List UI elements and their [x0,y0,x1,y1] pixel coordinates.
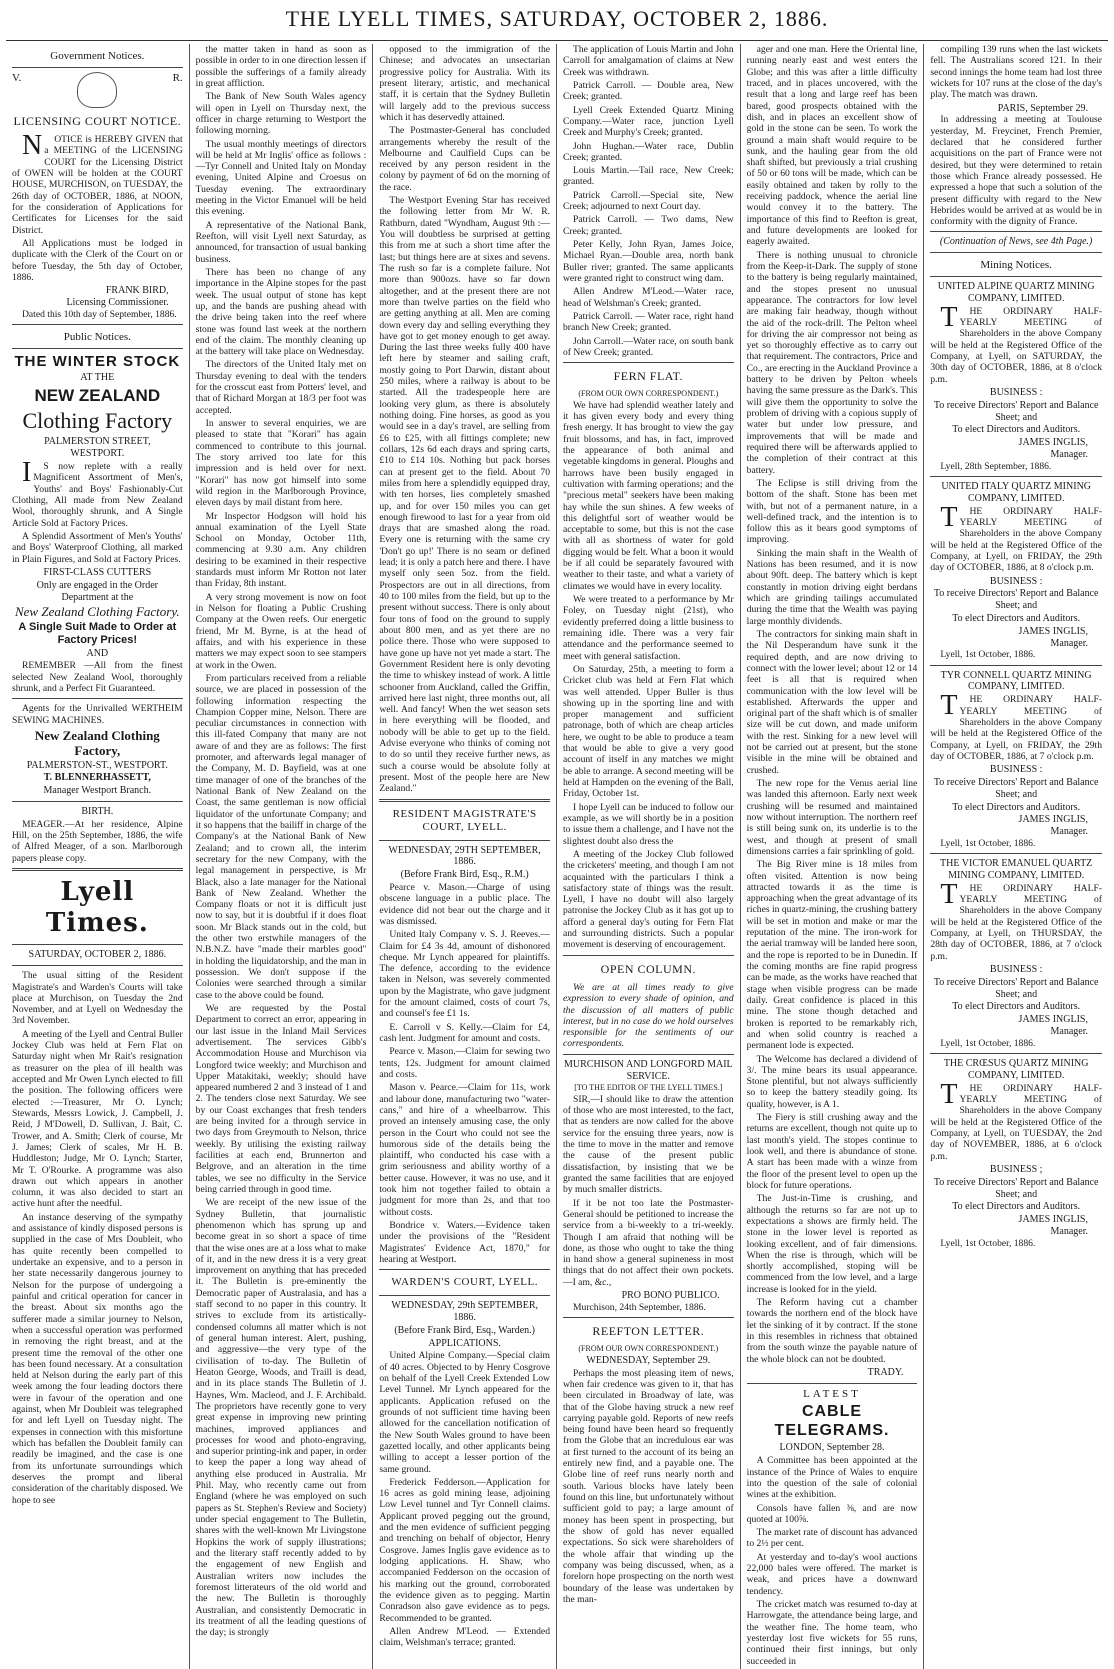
court-case: Bondrice v. Waters.—Evidence taken under the provisions of the "Resident Magistrates' Evidence Act, 1870," for hearing at Westport. [379,1220,550,1265]
dropcap-i: I [22,457,32,489]
notice-business-item: To elect Directors and Auditors. [952,1001,1081,1013]
court-application: Patrick Carroll. — Water race, right hand branch New Creek; granted. [563,310,734,334]
notice-business-item: To elect Directors and Auditors. [952,612,1081,624]
notice-signature: JAMES INGLIS, [1018,625,1088,637]
notice-body-text: HE ORDINARY HALF-YEARLY MEETING of Shareholders in the above Company will be held at the Registered Office of the Company, at Lyell, on FRIDAY, the 29th day of OCTOBER, 1886, at 8 o'clock p.m. [930,505,1102,574]
article-paragraph: opposed to the immigration of the Chinese; and advocates an unsectarian progressive policy for Australia. With its present literary, artistic, and mechanical staff, it is certain that the Sydney Bulletin will largely add to the previous success which it has deservedly attained. [379,44,550,123]
divider [563,362,734,363]
licensing-role: Licensing Commissioner. [66,296,169,308]
newspaper-page [6,44,1108,1667]
ad-and: AND [86,647,109,659]
ad-body [12,457,183,529]
article-paragraph: There is nothing unusual to chronicle from the Keep-it-Dark. The supply of stone to the battery is being regularly maintained, and the stopes present no unusual appearance. The contractors for low level are making fair headway, though without the aid of the rock-drill. The Pelton wheel for driving the air compressor not being as yet so thoroughly effective as to carry out that requirement. The contractors, Price and Co., are erecting in the Auckland Province a battery to be driven by Pelton wheels having the same pressure as the Dark's. This will give them the opportunity to solve the problem of driving with a copious supply of water but under low pressure, and improvements that will be made and required there will be afterwards applied to the completion of their contract at this battery. [746,249,918,476]
article-signature: TRADY. [867,1366,904,1378]
notice-body [930,301,1102,385]
notice-title: UNITED ITALY QUARTZ MINING COMPANY, LIMITED. [941,481,1092,504]
notice-signature: JAMES INGLIS, [1018,1214,1088,1226]
article-paragraph: The directors of the United Italy met on Thursday evening to deal with the tenders for the crosscut east from Potters' level, and that of Richard Morgan at 18/3 per foot was accepted. [195,359,367,416]
paper-title: Lyell Times. [45,877,149,938]
cable-telegrams-heading: CABLE TELEGRAMS. [774,1402,890,1439]
wardens-court-title: WARDEN'S COURT, LYELL. [391,1276,538,1289]
ad-agents: Agents for the Unrivalled WERTHEIM SEWING MACHINES. [12,703,183,726]
cable-item: The market rate of discount has advanced to 2½ per cent. [746,1527,918,1550]
notice-business: BUSINESS ; [989,1163,1043,1175]
cable-dateline: LONDON, September 28. [779,1442,885,1454]
dropcap-t: T [940,301,958,333]
divider [930,853,1102,854]
divider [12,67,183,68]
government-notices-heading: Government Notices. [50,50,145,62]
divider [930,276,1102,277]
article-paragraph: Sinking the main shaft in the Wealth of Nations has been resumed, and it is now about 90ft. deep. The battery which is kept constantly in motion driving eight berdans which are grinding tailings accumulated during the time that the Wealth was paying large monthly dividends. [746,547,918,627]
notice-business-item: To receive Directors' Report and Balance Sheet; and [933,1176,1099,1200]
article-paragraph: An instance deserving of the sympathy and assistance of kindly disposed persons is supplied in the case of Mrs Doubleit, who has quite recently been compelled to undertake an expensive, and to a person in her state necessarily dangerous journey to Nelson for the purpose of undergoing a painful and critical operation for cancer in the breast. About six months ago the sufferer made a similar journey to Nelson, when a successful operation was performed in removing the right breast, and at the present time the removal of the other one has been found necessary. At a consultation held at Nelson during the early part of this week among the four leading doctors there were in favour of the operation and one against, when Mr Doubleit was telegraphed for and left Lyell on Tuesday night. The expenses in connection with this misfortune which has befallen the Doubleit family can readily be imagined, and the case is one from its unfortunate surroundings which deserves the prompt and liberal consideration of the charitably disposed. We hope to see [12,1211,183,1506]
article-paragraph: A representative of the National Bank, Reefton, will visit Lyell next Saturday, as announced, for transaction of usual banking business. [195,219,367,265]
divider [563,955,734,956]
divider [379,1295,550,1296]
ad-winter-stock: THE WINTER STOCK [14,353,181,371]
cable-dateline: PARIS, September 29. [997,102,1088,114]
dropcap-n: N [22,130,43,162]
court-application: Frederick Fedderson.—Application for 16 acres as gold mining lease, adjoining Low Level tunnel and Tyr Connell claims. Applicant proved pegging out the ground, and the men evidence of sufficient pegging and trenching on behalf of objector, Henry Cosgrove. James Inglis gave evidence as to lodging applications. H. Shaw, who accompanied Fedderson on the occasion of his marking out the ground, corroborated the evidence given as to pegging. Martin Conradson also gave evidence as to pegs. Recommended to be granted. [379,1476,550,1624]
court-application: Patrick Carroll. — Double area, New Creek; granted. [563,79,734,103]
divider [563,1317,734,1318]
ad-town: WESTPORT. [70,448,125,460]
ad-body-text: S now replete with a really Magnificent Assortment of Men's, Youths' and Boys' Fashionably-Cut Clothing, All made from New Zealand Wool, thoroughly shrunk, and A Single Article Sold at Factory Prices. [12,461,183,529]
court-application: Lyell Creek Extended Quartz Mining Company.—Water race, junction Lyell Creek and Murphy's Creek; granted. [563,104,734,139]
notice-date: Lyell, 1st October, 1886. [940,649,1036,661]
court-application: Allen Andrew M'Leod.—Water race, head of Welshman's Creek; granted. [563,286,734,309]
notice-business-item: To receive Directors' Report and Balance Sheet; and [933,399,1099,423]
reefton-letter-sub: (FROM OUR OWN CORRESPONDENT.) [578,1344,719,1354]
article-paragraph: A meeting of the Jockey Club followed the cricketers' meeting, and though I am not acquainted with the particulars I think a satisfactory state of things was the result. Lyell, I have no doubt will also largely patronise the Jockey Club as it has got up to afford a general day's outing for Fern Flat and surrounding districts. Such a popular movement is deserving of encouragement. [563,848,734,951]
cable-item: The cricket match was resumed to-day at Harrowgate, the attendance being large, and the weather fine. The home team, who yesterday lost five wickets for 55 runs, continued their first innings, but only succeeded in [746,1599,918,1667]
notice-manager: Manager. [1050,1026,1088,1038]
court-application: Allen Andrew M'Leod. — Extended claim, Welshman's terrace; granted. [379,1625,550,1649]
notice-body-text: HE ORDINARY HALF-YEARLY MEETING of Shareholders in the above Company will be held at the Registered Office of the Company, at Lyell, on THURSDAY, the 28th day of OCTOBER, 1886, at 7 o'clock p.m. [930,882,1102,962]
column-4 [557,44,741,1669]
open-column-title: OPEN COLUMN. [600,961,696,976]
article-paragraph: On Saturday, 25th, a meeting to form a Cricket club was held at Fern Flat which was well attended. Upper Buller is thus showing up in the sporting line and with proper management and sufficient patronage, both of which are cheap articles here, we ought to be able to produce a team that would be able to give a very good account of itself in any matches we might be able to arrange. A second meeting will be held at Hampden on the evening of the Ball, Friday, October 1st. [563,663,734,800]
nz-manager: Manager Westport Branch. [43,785,152,797]
ad-street: PALMERSTON STREET, [44,435,151,447]
notice-business: BUSINESS : [989,387,1043,399]
letter-paragraph: SIR,—I should like to draw the attention of those who are most interested, to the fact, that as tenders are now called for the above service for the ensuing three years, now is the time to move in the matter and remove the cause of the present public dissatisfaction, by insisting that we be granted the same facilities that are enjoyed by much smaller districts. [563,1093,734,1196]
cable-item: At yesterday and to-day's wool auctions 22,000 bales were offered. The market is weak, and prices have a downward tendency. [746,1551,918,1597]
ad-body-2: A Splendid Assortment of Men's Youths' and Boys' Waterproof Clothing, all marked in Plain Figures, and Sold at Factory Prices. [12,531,183,565]
divider [930,231,1102,232]
notice-manager: Manager. [1050,826,1088,838]
royal-crest-icon [77,72,117,108]
notice-business: BUSINESS : [989,964,1043,976]
nz-clothing-big: New Zealand Clothing Factory, [34,727,160,759]
divider [12,698,183,699]
court-application: The application of Louis Martin and John Carroll for amalgamation of claims at New Creek was withdrawn. [563,44,734,78]
nz-address: PALMERSTON-ST., WESTPORT. [26,759,168,771]
article-paragraph: The usual monthly meetings of directors will be held at Mr Inglis' office as follows :—Tyr Connell and United Italy on Monday evening, United Alpine and Croesus on Tuesday evening. The extraordinary meeting in the Victor Emanuel will be held this evening. [195,138,367,218]
column-3 [373,44,557,1669]
licensing-signature: FRANK BIRD, [105,285,169,297]
cable-item: A Committee has been appointed at the instance of the Prince of Wales to enquire into the question of the sale of colonial wines at the exhibition. [746,1455,918,1501]
divider [12,944,183,945]
notice-business-item: To receive Directors' Report and Balance Sheet; and [933,776,1099,800]
divider [12,324,183,325]
notice-body [930,878,1102,962]
court-application: John Hughan.—Water race, Dublin Creek; granted. [563,140,734,163]
article-paragraph: We have had splendid weather lately and it has given every body and every thing fresh energy. It has brought to view the gay fruit blossoms, and has, in fact, improved the appearance of both animal and vegetable kingdoms in general. Ploughs and harrows have been busily engaged in cultivation with farming operations; and the "precious metal" seekers have been making hay while the sun shines. A few weeks of this delightful sort of weather would be acceptable to some, but this is not the case with all as shortness of water for gold digging would be felt. What a boon it would be if all could be separately favoured with weather to their taste, and what a variety of climates we would have in every locality. [563,399,734,592]
notice-body [930,501,1102,574]
article-paragraph: The Welcome has declared a dividend of 3/. The mine bears its usual appearance. Stone plentiful, but not always sufficiently so to keep the battery steadily going. Its quality, however, is A 1. [746,1053,918,1110]
licensing-date: Dated this 10th day of September, 1886. [22,308,177,320]
ad-factory-name: New Zealand Clothing Factory. [14,604,180,620]
court-application: Peter Kelly, John Ryan, James Joice, Michael Ryan.—Double area, north bank Buller river; granted. The same applicants were granted right to construct wing dam. [563,239,734,284]
cable-item: Consols have fallen ⅜, and are now quoted at 100⅝. [746,1502,918,1525]
ad-at-the: AT THE [80,371,115,383]
ad-remember: REMEMBER —All from the finest selected New Zealand Wool, thoroughly shrunk, and a Perfect Fit Guaranteed. [12,660,183,695]
birth-heading: BIRTH. [81,806,114,818]
dropcap-t: T [940,878,958,910]
article-paragraph: A very strong movement is now on foot in Nelson for floating a Public Crushing Company at the Owen reefs. Our energetic friend, Mr M. Byrne, is at the head of affairs, and with his experience in these matters we may expect soon to see stampers at work in the Owen. [195,591,367,671]
article-paragraph: The Reform having cut a chamber towards the northern end of the block have let the sinking of it by contract. If the stone in this resembles in richness that obtained from the south winze the payable nature of the whole block can not be doubted. [746,1297,918,1365]
notice-body-text: HE ORDINARY HALF-YEARLY MEETING of Shareholders in the above Company will be held at the Registered Office of the Company, at Lyell, on FRIDAY, the 29th day of OCTOBER, 1886, at 7 o'clock p.m. [930,694,1102,762]
wardens-court-date: WEDNESDAY, 29th SEPTEMBER, 1886. [391,1300,538,1324]
column-5 [741,44,925,1669]
cable-item: compiling 139 runs when the last wickets fell. The Australians scored 121. In their second innings the home team had lost three wickets for 107 runs at the close of the day's play. The match was drawn. [930,44,1102,101]
notice-body [930,1078,1102,1162]
article-paragraph: The new rope for the Venus aerial line was landed this afternoon. Early next week crushing will be resumed and maintained now without interruption. The northern reef is still being sunk on, its underlie is to the west, and though at present of small dimensions carries a fair sprinkling of gold. [746,778,918,857]
court-application: Patrick Carroll. — Two dams, New Creek; granted. [563,214,734,237]
notice-business-item: To elect Directors and Auditors. [952,424,1081,436]
divider [563,1054,734,1055]
article-paragraph: The contractors for sinking main shaft in the Nil Desperandum have sunk it the required depth, and are now driving to connect with the lower level; about 12 or 14 feet is all that is required when communication with the low level will be established. Afterwards the upper and original part of the shaft which is of smaller size will be cut down, and made uniform with the rest. Sinking for a new level will not be carried out at present, but the stone visible in the mine will be obtained and crushed. [746,628,918,776]
notice-title: THE VICTOR EMANUEL QUARTZ MINING COMPANY, LIMITED. [940,858,1093,882]
dropcap-t: T [940,1078,958,1110]
letter-paragraph: If it be not too late the Postmaster-General should be petitioned to increase the service from a bi-weekly to a tri-weekly. Though I am afraid that nothing will be done, as those who ought to take the thing in hand show a general supineness in most things that do not affect their own pockets.—I am, &c., [563,1197,734,1288]
rm-court-before: (Before Frank Bird, Esq., R.M.) [400,869,529,881]
rm-court-date: WEDNESDAY, 29TH SEPTEMBER, 1886. [388,844,541,868]
fern-flat-sub: (FROM OUR OWN CORRESPONDENT.) [578,389,719,399]
notice-body [930,690,1102,762]
article-paragraph: The usual sitting of the Resident Magistrate's and Warden's Courts will take place at Murchison, on Tuesday the 2nd November, and at Lyell on Wednesday the 3rd November. [12,970,183,1027]
licensing-body [12,130,183,236]
notice-title: UNITED ALPINE QUARTZ MINING COMPANY, LIMITED. [937,281,1095,305]
nz-name: T. BLENNERHASSETT, [43,772,151,784]
public-notices-heading: Public Notices. [63,331,131,344]
court-application: Patrick Carroll.—Special site, New Creek; adjourned to next Court day. [563,189,734,213]
article-paragraph: In answer to several enquiries, we are pleased to state that "Korari" has again commenced to contribute to this journal. The story arrived too late for this impression and is held over for next. "Korari" has now got himself into some wild region in the Marlborough Province, eleven days by mail distant from here. [195,418,367,509]
reefton-letter-title: REEFTON LETTER. [592,1324,705,1339]
notice-business-item: To elect Directors and Auditors. [952,1201,1081,1213]
notice-body-text: HE ORDINARY HALF-YEARLY MEETING of Shareholders in the above Company will be held at the Registered Office of the Company, at Lyell, on TUESDAY, the 2nd day of NOVEMBER, 1886, at 6 o'clock p.m. [930,1082,1102,1162]
column-2 [190,44,374,1669]
court-case: Pearce v. Mason.—Charge of using obscene language in a public place. The evidence did not bear out the charge and it was dismissed. [379,881,550,927]
court-application: United Alpine Company.—Special claim of 40 acres. Objected to by Henry Cosgrove on behalf of the Lyell Creek Extended Low Level Tunnel. Mr Lynch appeared for the applicants. Application refused on the grounds of not sufficient time having been allowed for the cancellation notification of the New South Wales ground to have been gazetted locally, and other applicants being willing to accept a lesser portion of the same ground. [379,1350,550,1475]
notice-business-item: To receive Directors' Report and Balance Sheet; and [933,976,1099,1000]
divider [930,476,1102,477]
applications-heading: APPLICATIONS. [428,1337,501,1349]
notice-business: BUSINESS : [989,575,1043,587]
court-case: E. Carroll v S. Kelly.—Claim for £4, cash lent. Judgment for amount and costs. [379,1021,550,1045]
cable-item: In addressing a meeting at Toulouse yesterday, M. Freycinet, French Premier, declared that he considered further acquisitions on the part of France were not desired, but they were determined to retain those which France already possessed. He expressed a hope that such a solution of the present difficulty with regard to the New Hebrides would be arrived at as would be in conformity with the dignity of France. [930,114,1102,228]
mail-service-title: MURCHISON AND LONGFORD MAIL SERVICE. [564,1058,733,1082]
article-paragraph: There has been no change of any importance in the Alpine stopes for the past week. The usual output of stone has kept up, and the bands are pushing ahead with the drive being taken into the reef where stone was found last week at the northern end of the claim. The monthly cleaning up at the battery will take place on Wednesday. [195,266,367,358]
article-paragraph: The Bank of New South Wales agency will open in Lyell on Thursday next, the officer in charge returning to Westport the following morning. [195,91,367,137]
ad-new-zealand: NEW ZEALAND [34,385,161,405]
article-paragraph: The Postmaster-General has concluded arrangements whereby the result of the Melbourne and Caulfield Cups can be received by any person resident in the colony by payment of 6d on the morning of the race. [379,125,550,193]
royal-cipher [12,72,183,108]
paper-date: SATURDAY, OCTOBER 2, 1886. [28,949,167,961]
dropcap-t: T [940,501,958,533]
notice-body-text: HE ORDINARY HALF-YEARLY MEETING of Shareholders in the above Company will be held at the Registered Office of the Company, at Lyell, on SATURDAY, the 30th day of OCTOBER, 1886, at 8 o'clock p.m. [930,305,1102,385]
court-case: Pearce v. Mason.—Claim for sewing two tents, 12s. Judgment for amount claimed and costs. [379,1046,550,1080]
reefton-letter-date: WEDNESDAY, September 29. [586,1354,711,1366]
notice-date: Lyell, 1st October, 1886. [940,837,1036,849]
letter-date: Murchison, 24th September, 1886. [573,1301,706,1313]
article-paragraph: We are receipt of the new issue of the Sydney Bulletin, that journalistic phenomenon which has sprung up and become great in so short a space of time that the wise ones are at a loss what to make of it, and in the new dress it is a very great improvement on anything that has preceded it. The Bulletin is pre-eminently the Democratic paper of Australasia, and has a staff second to no paper in this country. It strives to exclude from its artistically-condensed columns all matter which is not of general human interest. Alert, pushing, and aggressive—the very type of the civilisation of to-day. The Bulletin of Heaton George, Woods, and Traill is dead, and in its place stands The Bulletin of J. Haynes, Wm. Macleod, and J. F. Archibald. The proprietors have recently gone to very great expense in improving new printing machines, improved appliances and processes for wood and photo-engraving, and superior printing-ink and paper, in order to keep the paper a long way ahead of anything else produced in Australia. Mr Phil. May, who recently came out from England (where he was employed on such papers as St. Stephen's Review and Society) under special engagement to The Bulletin, shares with the well-known Mr Livingstone Hopkins the work of supply illustrations; and the literary staff recently added to by the engagement of new English and Australian writers now includes the foremost litterateurs of the old world and the new. The Bulletin is thoroughly Australian, and consistently Democratic in its treatment of all the leading questions of the day; is strongly [195,1197,367,1639]
fern-flat-title: FERN FLAT. [613,369,684,384]
article-paragraph: The Just-in-Time is crushing, and although the returns so far are not up to expectations a shows are firmly held. The stone in the lower level is reported as looking excellent, and of fair dimensions. When the rise is through, which will be shortly accomplished, stoping will be commenced from the low level, and a large increase is looked for in the yield. [746,1193,918,1295]
court-application: Louis Martin.—Tail race, New Creek; granted. [563,165,734,188]
court-application: John Carroll.—Water race, on south bank of New Creek; granted. [563,335,734,358]
rm-court-title: RESIDENT MAGISTRATE'S COURT, LYELL. [392,807,537,833]
divider [930,252,1102,253]
notice-signature: JAMES INGLIS, [1018,1014,1088,1026]
article-paragraph: From particulars received from a reliable source, we are placed in possession of the following information respecting the Champion Copper mine, Nelson. There are peculiar circumstances in connection with this ill-fated Company that many are not aware of and they are as follows: The first promoter, and afterwards legal manager of the Company, M. D. Bayfield, was at one time manager of one of the branches of the National Bank of New Zealand on the Coast, the same gentleman is now official liquidator of the unfortunate Company; and it so happens that the bailiff in charge of the Company's at the National Bank of New Zealand; and to crown all, the interim secretary for the new Company, with the legal management in perspective, is Mr Black, also a late manager for the National Bank of New Zealand. Whether the Company floats or not it is difficult just now to say, but it is doubtful if it does float soon. Mr Black stands out in the cold, but the other two erstwhile managers of the N.B.N.Z. have "made their marbles good" in holding the liquidatorship, and the man in possession. We don't suppose if the Colonies were searched through a similar case to the above could be found. [195,672,367,1001]
notice-title: TYR CONNELL QUARTZ MINING COMPANY, LIMITED. [940,669,1092,693]
divider [379,1269,550,1270]
wardens-court-before: (Before Frank Bird, Esq., Warden.) [394,1324,535,1336]
mining-notices-heading: Mining Notices. [980,259,1052,272]
divider [12,965,183,966]
court-case: United Italy Company v. S. J. Reeves.—Claim for £4 3s 4d, amount of dishonored cheque. Mr Lynch appeared for plaintiffs. The defence, according to the evidence taken in Nelson, was severely commented upon by the Magistrate, who gave judgment for the amount claimed, costs of court 7s, and counsel's fee £1 1s. [379,929,550,1020]
article-paragraph: the matter taken in hand as soon as possible in order to in one direction lessen if possible the sufferings of a family already in great affliction. [195,44,367,89]
court-case: Mason v. Pearce.—Claim for 11s, work and labour done, manufacturing two "water-cans," and hire of a wheelbarrow. This proved an intensely amusing case, the only person in the Court who could not see the humorous side of the details being the plaintiff, who conducted his case with a grim seriousness and ability worthy of a better cause. However, it was no use, and it took him not together failed to obtain a judgment for more than 2s, and that too without costs. [379,1082,550,1218]
notice-business-item: To receive Directors' Report and Balance Sheet; and [933,588,1099,612]
article-paragraph: We were treated to a performance by Mr Foley, on Tuesday night (21st), who evidently preferred doing a little business to remaining idle. There was a very fair attendance and the performance seemed to meet with general satisfaction. [563,594,734,662]
ad-clothing-factory: Clothing Factory [22,407,173,433]
article-paragraph: The Eclipse is still driving from the bottom of the shaft. Stone has been met with, but not of a permanent nature, in a well-defined track, and the intention is to follow this as it bears good symptoms of improving. [746,477,918,546]
divider [379,840,550,841]
licensing-text: OTICE is HEREBY GIVEN that a MEETING of the LICENSING COURT for the Licensing District of OWEN will be holden at the COURT HOUSE, MURCHISON, on TUESDAY, the 26th day of OCTOBER, 1886, at NOON, for the consideration of Applications for Certificates for Licenses for the said District. [12,134,183,236]
notice-business-item: To elect Directors and Auditors. [952,801,1081,813]
divider [747,1383,918,1384]
divider [379,799,550,802]
notice-date: Lyell, 1st October, 1886. [940,1237,1036,1249]
mail-to-editor: [TO THE EDITOR OF THE LYELL TIMES.] [574,1083,723,1093]
licensing-title: LICENSING COURT NOTICE. [13,113,182,128]
letter-signature: PRO BONO PUBLICO. [621,1290,720,1302]
notice-date: Lyell, 28th September, 1886. [940,460,1052,472]
masthead: THE LYELL TIMES, SATURDAY, OCTOBER 2, 1886. [285,6,829,31]
article-paragraph: I hope Lyell can be induced to follow our example, as we will shortly be in a position to issue them a challenge, and I have not the slightest doubt also dress the [563,801,734,847]
notice-date: Lyell, 1st October, 1886. [940,1037,1036,1049]
notice-business: BUSINESS : [989,764,1043,776]
latest-heading: LATEST [803,1387,861,1400]
column-1 [6,44,190,1669]
cipher-r: R. [172,71,183,84]
notice-manager: Manager. [1050,637,1088,649]
article-paragraph: The Westport Evening Star has received the following letter from Mr W. R. Rathburn, dated "Wyndham, August 9th :—You will doubtless be surprised at getting this from me at such a short time after the last; but things here are at sixes and sevens. The rush so far is a complete failure. Not more than 900ozs. have so far down altogether, and at the present there are not more than twelve parties on the field who are getting anything at all. Men are coming down every day and selling everything they have got to get money enough to get away. During the last three weeks fully 400 have left here by steamer and sailing craft, mostly going to Port Darwin, distant about 250 miles, where a railway is about to be started. All the tradespeople here are looking very glum, as there is absolutely nothing doing. Fine horses, as good as you would see in a day's travel, are selling from £6 to £25, with all fittings complete; new collars, 12s 6d each drays and spring carts, £10 to £14 10s. Nothing but pack horses can at present get to the field. About 70 miles from here a splendidly equipped dray, with ten horses, lies completely smashed up, and for over 150 miles you can get enough firewood to last for a year from old drays that are smashed along the road. Every one is returning with the same cry 'Don't go up!' There is no seam or defined lead; it is only a patch here and there. I have myself only seen 5oz. from the field. Prospectors are out in all directions, from 40 to 100 miles from the field, but up to the present without success. There is only about four tons of food on the ground to supply about 800 men, and as yet there are no police there. Those who were supposed to have gone up have not yet made a start. The Government Resident here is only devoting the time to whiskey instead of work. A little schooner from Auckland, called the Griffin, arrived here last night, three months out, all well. And fancy! When the wet season sets in here everything will be flooded, and nobody will be able to get up to the field. Advise everyone who thinks of coming not to do so until they receive further news, as such a course would be absolute folly at present. Most of the people here are New Zealand." [379,195,550,795]
ad-cutters-2: Only are engaged in the Order Department at the [36,579,158,603]
licensing-body-2: All Applications must be lodged in duplicate with the Clerk of the Court on or before Tuesday, the 5th day of October, 1886. [12,237,183,283]
divider [930,665,1102,666]
notice-manager: Manager. [1050,1225,1088,1237]
article-paragraph: The Fiery is still crushing away and the returns are excellent, though not quite up to last month's yield. The stopes continue to look well, and there is abundance of stone. A start has been made with a winze from the floor of the present level to open up the block for future operations. [746,1112,918,1191]
continuation-note: (Continuation of News, see 4th Page.) [939,236,1093,248]
notice-signature: JAMES INGLIS, [1018,437,1088,449]
article-paragraph: ager and one man. Here the Oriental line, running nearly east and west enters the Globe; and this was after a little difficulty traced, and in places uncovered, with the result that a long and large reef has been bared, good prospects obtained with the dish, and in places an excellent show of gold in the stone can be seen. To work the ground a main shaft would require to be sunk, and the hauling gear from the old shaft shifted, but previously a trial crushing of 50 or 60 tons will be made, which can be easily obtained and taken by rolly to the receiving paddock, whence the aerial line would convey it to the battery. The importance of this find to Reefton is great, and future developments are looked for eagerly awaited. [746,44,918,248]
notice-title: THE CRŒSUS QUARTZ MINING COMPANY, LIMITED. [943,1058,1089,1081]
cipher-v: V. [12,71,22,84]
article-paragraph: Mr Inspector Hodgson will hold his annual examination of the Lyell State School on Monday, October 11th, commencing at 9.30 a.m. Any children desiring to be examined in their respective standards must inform Mr Rotton not later than Friday, 8th instant. [195,510,367,590]
masthead-rule [6,40,1108,41]
article-paragraph: Perhaps the most pleasing item of news, when fair credence was given to it, that has been circulated in Broadway of late, was that of the Globe having struck a new reef carrying payable gold. Reports of new reefs being found have been heard so frequently from the Globe that an incredulous ear was at first turned to the account of its being an entirely new find, and a payable one. The Globe line of reef runs nearly north and south. Various blocks have lately been found on this line, but unfortunately without sufficient gold to pay; a large amount of money has been spent in prospecting, but the show of gold has never equalled expectations. So sick were shareholders of the whole affair that winding up the company was being discussed, when, as a forelorn hope prospecting on the north west boundary of the lease was undertaken by the man- [563,1367,734,1605]
notice-manager: Manager. [1050,449,1088,461]
article-paragraph: A meeting of the Lyell and Central Buller Jockey Club was held at Fern Flat on Saturday night when Mr Rait's resignation as treasurer on the plea of ill health was accepted and Mr Owen Lynch elected to fill the position. The following officers were elected :—Treasurer, Mr O. Lynch; Stewards, Messrs Lowick, J. Campbell, J. Reid, J M'Dowell, D. Sullivan, J. Bait, C. Trower, and A. Smith; Clerk of course, Mr J. James; Clerk of scales, Mr H. B. Huddleston; Judge, Mr O. Lynch; Starter, Mr T. O'Rourke. A programme was also drawn out which appears in another column, it was also decided to start an active hunt after the needful. [12,1028,183,1210]
divider [12,348,183,349]
notice-signature: JAMES INGLIS, [1018,814,1088,826]
divider [12,868,183,871]
ad-suit: A Single Suit Made to Order at Factory Prices! [18,620,177,646]
divider [12,801,183,802]
divider [930,1053,1102,1054]
birth-body: MEAGER.—At her residence, Alpine Hill, on the 25th September, 1886, the wife of Alfred Meager, of a son. Marlborough papers please copy. [12,818,183,864]
dropcap-t: T [940,690,958,722]
article-paragraph: We are requested by the Postal Department to correct an error, appearing in our last issue in the Inland Mail Services advertisement. The services Gibb's Accommodation House and Murchison via Longford twice weekly; and Murchison and Upper Matakitaki, weekly; should have appeared numbered 2 and 3 instead of 1 and 2. The tenders close next Saturday. We see by our Coast exchanges that fresh tenders are being invited for a through service in two days from Greymouth to Nelson, thrice weekly. By utilising the existing railway facilities at each end, Brunnerton and Belgrove, and an alteration in the time tables, we see no difficulty in the Service being carried through in good time. [195,1002,367,1195]
open-column-note: We are at all times ready to give expression to every shade of opinion, and the discussion of all matters of public interest, but in no case do we hold ourselves responsible for the sentiments of our correspondents. [563,981,734,1050]
ad-cutters: FIRST-CLASS CUTTERS [43,566,152,578]
column-6 [924,44,1108,1669]
article-paragraph: The Big River mine is 18 miles from often visited. Attention is now being attracted towards it as the time is approaching when the great advantage of its riches in quartz-mining, the crushing battery will be set in motion and make or mar the reputation of the mine. The iron-work for the aerial tramway will be landed here soon, and the rope is reported to be in Dunedin. If the coming months are fine rapid progress can be made, as the works have reached that stage when visible progress can be made daily. Great confidence is placed in this mine. The stone though detached and broken is reported to be remarkably rich, and when solid country is reached a permanent lode is expected. [746,859,918,1052]
